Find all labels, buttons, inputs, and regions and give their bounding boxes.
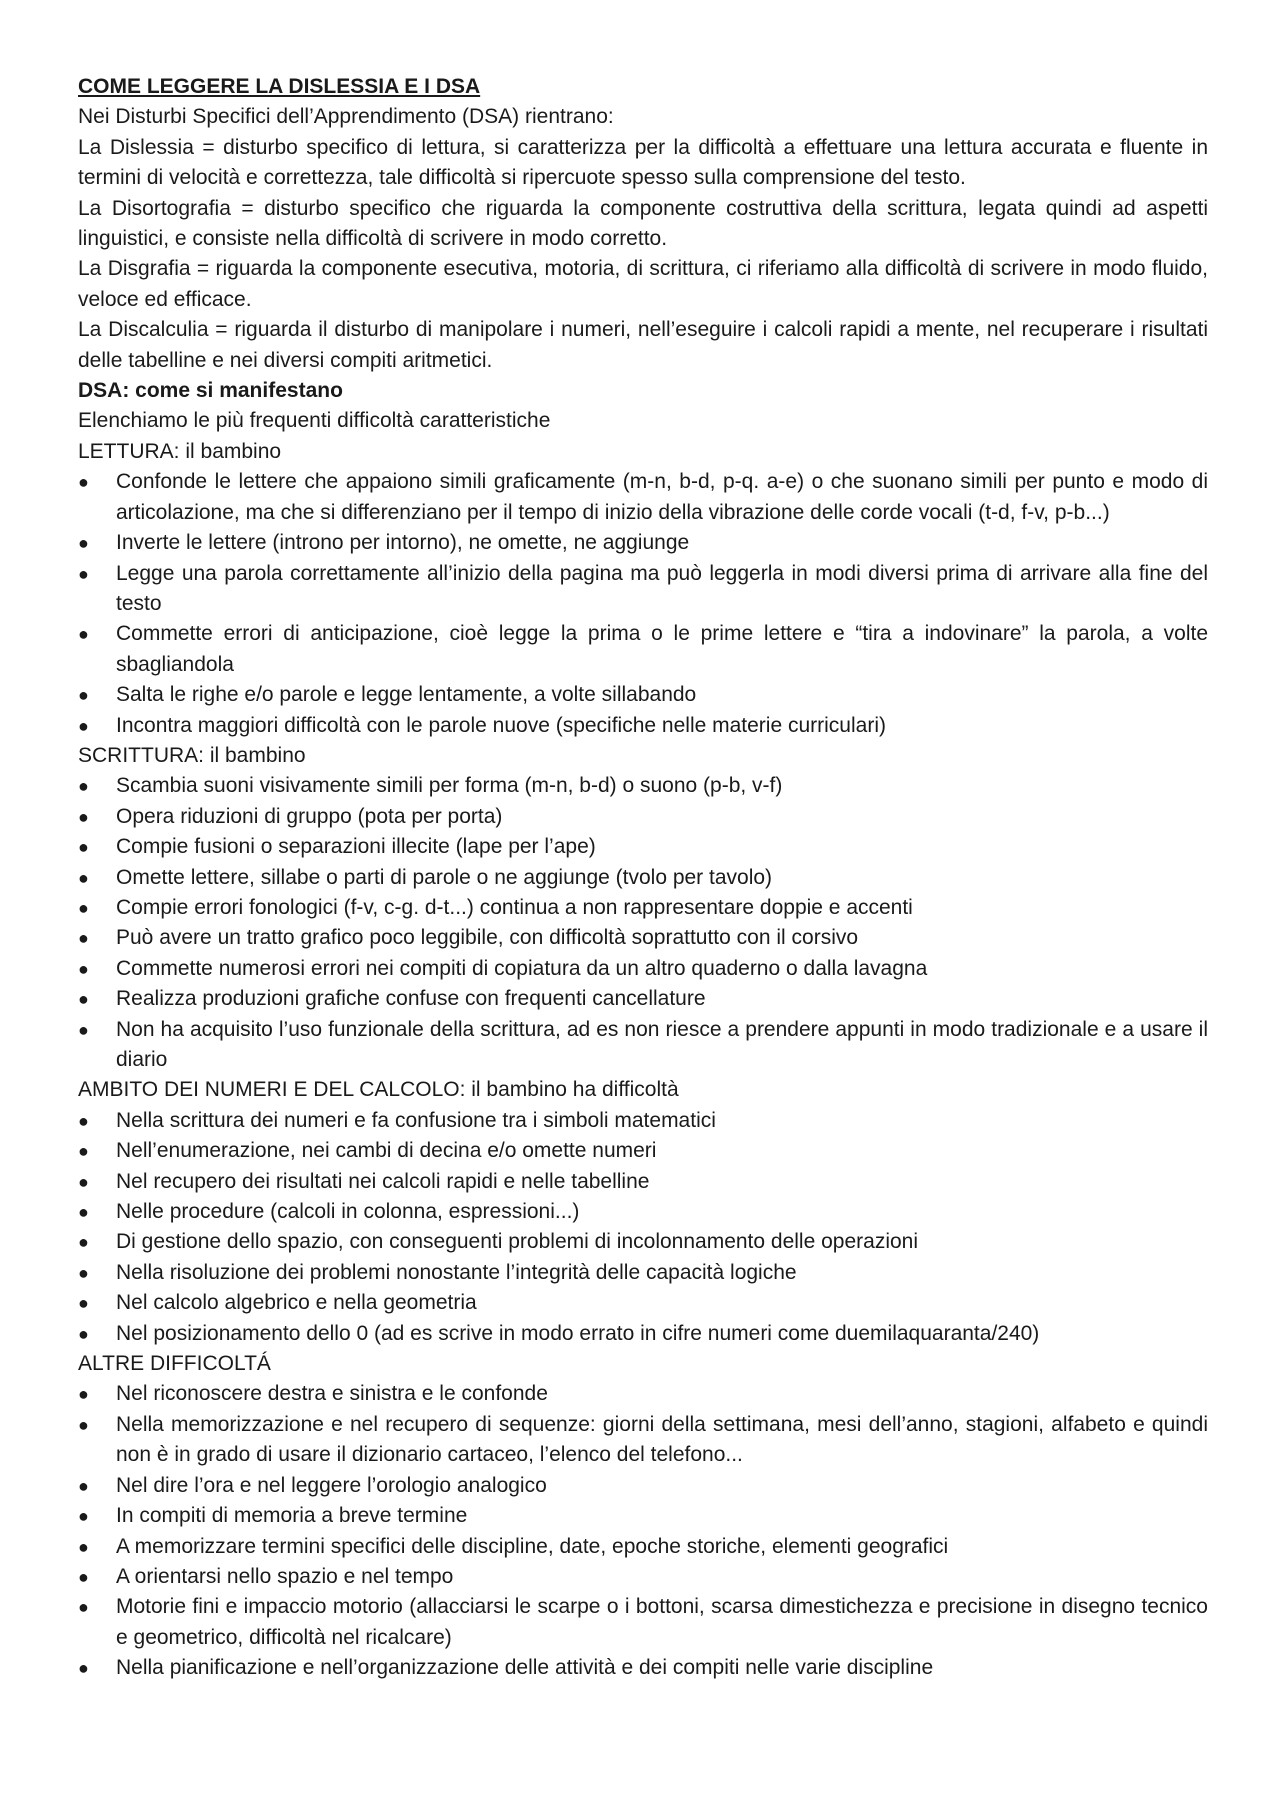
list-item <box>78 711 1208 741</box>
list-item-text: Nella memorizzazione e nel recupero di sequenze: giorni della settimana, mesi dell’anno, stagioni, alfabeto e quindi non è in grado di usare il dizionario cartaceo, l’elenco del telefono... <box>116 1412 1208 1467</box>
bullet-icon: ● <box>78 1566 89 1587</box>
bullet-icon: ● <box>78 1171 89 1192</box>
bullet-icon: ● <box>78 1597 89 1618</box>
list-item <box>78 1015 1208 1076</box>
bullet-icon: ● <box>78 958 89 979</box>
list-item-text: In compiti di memoria a breve termine <box>116 1504 468 1528</box>
list-item-text: Salta le righe e/o parole e legge lentamente, a volte sillabando <box>116 683 697 707</box>
list-item-text: Nelle procedure (calcoli in colonna, espressioni...) <box>116 1200 580 1224</box>
bullet-icon: ● <box>78 1658 89 1679</box>
list-item-text: Omette lettere, sillabe o parti di parole o ne aggiunge (tvolo per tavolo) <box>116 865 773 889</box>
bullet-icon: ● <box>78 1019 89 1040</box>
list-item-text: Scambia suoni visivamente simili per forma (m-n, b-d) o suono (p-b, v-f) <box>116 774 783 798</box>
bullet-icon: ● <box>78 837 89 858</box>
discalculia-definition: La Discalculia = riguarda il disturbo di manipolare i numeri, nell’eseguire i calcoli rapidi a mente, nel recuperare i risultati delle tabelline e nei diversi compiti aritmetici. <box>78 318 1208 372</box>
bullet-list <box>78 467 1208 741</box>
list-item-text: Confonde le lettere che appaiono simili graficamente (m-n, b-d, p-q. a-e) o che suonano simili per punto e modo di articolazione, ma che si differenziano per il tempo di inizio della vibrazione delle corde vocali (t-d, f-v, p-b...) <box>116 470 1208 524</box>
list-item <box>78 1471 1208 1501</box>
bullet-icon: ● <box>78 1141 89 1162</box>
list-item-text: Legge una parola correttamente all’inizio della pagina ma può leggerla in modi diversi prima di arrivare alla fine del testo <box>116 561 1208 615</box>
list-item-text: Nel posizionamento dello 0 (ad es scrive in modo errato in cifre numeri come duemilaquaranta/240) <box>116 1321 1040 1345</box>
list-item-text: Nel recupero dei risultati nei calcoli rapidi e nelle tabelline <box>116 1169 650 1193</box>
bullet-icon: ● <box>78 928 89 949</box>
list-item-text: Di gestione dello spazio, con conseguenti problemi di incolonnamento delle operazioni <box>116 1230 919 1254</box>
list-item-text: Nel calcolo algebrico e nella geometria <box>116 1291 477 1315</box>
bullet-icon: ● <box>78 1384 89 1405</box>
section-label: AMBITO DEI NUMERI E DEL CALCOLO: il bambino ha difficoltà <box>78 1078 679 1102</box>
list-item <box>78 619 1208 680</box>
intro-line: Nei Disturbi Specifici dell’Apprendimento (DSA) rientrano: <box>78 105 614 129</box>
bullet-list <box>78 1379 1208 1683</box>
section-label: SCRITTURA: il bambino <box>78 743 306 767</box>
bullet-icon: ● <box>78 806 89 827</box>
document-title: COME LEGGERE LA DISLESSIA E I DSA <box>78 75 481 98</box>
bullet-icon: ● <box>78 624 89 645</box>
list-item <box>78 1379 1208 1409</box>
list-item <box>78 1532 1208 1562</box>
bullet-icon: ● <box>78 867 89 888</box>
list-item-text: Inverte le lettere (introno per intorno), ne omette, ne aggiunge <box>116 531 690 555</box>
list-item-text: Nel riconoscere destra e sinistra e le confonde <box>116 1382 548 1406</box>
list-item <box>78 1653 1208 1683</box>
bullet-icon: ● <box>78 1202 89 1223</box>
section-lettura <box>78 437 1208 741</box>
section-heading-intro: Elenchiamo le più frequenti difficoltà caratteristiche <box>78 409 551 433</box>
list-item <box>78 832 1208 862</box>
list-item <box>78 1410 1208 1471</box>
disortografia-definition: La Disortografia = disturbo specifico che riguarda la componente costruttiva della scrittura, legata quindi ad aspetti linguistici, e consiste nella difficoltà di scrivere in modo corretto. <box>78 196 1208 251</box>
list-item <box>78 1197 1208 1227</box>
dislessia-definition: La Dislessia = disturbo specifico di lettura, si caratterizza per la difficoltà a effettuare una lettura accurata e fluente in termini di velocità e correttezza, tale difficoltà si ripercuote spesso sulla comprensione del testo. <box>78 135 1208 190</box>
list-item-text: Commette errori di anticipazione, cioè legge la prima o le prime lettere e “tira a indovinare” la parola, a volte sbagliandola <box>116 622 1208 676</box>
bullet-icon: ● <box>78 1323 89 1344</box>
bullet-icon: ● <box>78 1475 89 1496</box>
bullet-icon: ● <box>78 685 89 706</box>
bullet-icon: ● <box>78 989 89 1010</box>
list-item-text: Compie fusioni o separazioni illecite (lape per l’ape) <box>116 835 596 859</box>
list-item-text: Nell’enumerazione, nei cambi di decina e/o omette numeri <box>116 1139 657 1163</box>
bullet-icon: ● <box>78 563 89 584</box>
bullet-icon: ● <box>78 897 89 918</box>
list-item-text: Commette numerosi errori nei compiti di copiatura da un altro quaderno o dalla lavagna <box>116 956 928 980</box>
list-item <box>78 802 1208 832</box>
section-altre-difficolta <box>78 1349 1208 1683</box>
list-item <box>78 984 1208 1014</box>
list-item-text: Incontra maggiori difficoltà con le parole nuove (specifiche nelle materie curriculari) <box>116 713 886 737</box>
section-heading: DSA: come si manifestano <box>78 379 343 403</box>
bullet-icon: ● <box>78 472 89 493</box>
list-item <box>78 1501 1208 1531</box>
list-item <box>78 528 1208 558</box>
section-label: ALTRE DIFFICOLTÁ <box>78 1352 271 1376</box>
list-item <box>78 1592 1208 1653</box>
list-item <box>78 467 1208 528</box>
bullet-icon: ● <box>78 1293 89 1314</box>
intro-block <box>78 102 1208 376</box>
list-item-text: A memorizzare termini specifici delle discipline, date, epoche storiche, elementi geografici <box>116 1534 949 1558</box>
list-item <box>78 680 1208 710</box>
list-item <box>78 893 1208 923</box>
section-numeri-calcolo <box>78 1075 1208 1349</box>
bullet-icon: ● <box>78 776 89 797</box>
list-item <box>78 1167 1208 1197</box>
bullet-icon: ● <box>78 1232 89 1253</box>
sections-container <box>78 437 1208 1684</box>
document-page <box>78 72 1208 1684</box>
list-item-text: Nel dire l’ora e nel leggere l’orologio analogico <box>116 1473 547 1497</box>
list-item-text: Può avere un tratto grafico poco leggibile, con difficoltà soprattutto con il corsivo <box>116 926 859 950</box>
list-item-text: Opera riduzioni di gruppo (pota per porta) <box>116 804 503 828</box>
list-item-text: A orientarsi nello spazio e nel tempo <box>116 1564 454 1588</box>
bullet-icon: ● <box>78 1414 89 1435</box>
list-item <box>78 1288 1208 1318</box>
list-item-text: Nella scrittura dei numeri e fa confusione tra i simboli matematici <box>116 1108 716 1132</box>
list-item <box>78 1227 1208 1257</box>
list-item <box>78 771 1208 801</box>
list-item <box>78 559 1208 620</box>
list-item-text: Motorie fini e impaccio motorio (allacciarsi le scarpe o i bottoni, scarsa dimestichezza e precisione in disegno tecnico e geometrico, difficoltà nel ricalcare) <box>116 1595 1208 1649</box>
bullet-list <box>78 1106 1208 1349</box>
list-item-text: Non ha acquisito l’uso funzionale della scrittura, ad es non riesce a prendere appunti in modo tradizionale e a usare il diario <box>116 1017 1208 1071</box>
section-scrittura <box>78 741 1208 1075</box>
bullet-icon: ● <box>78 1110 89 1131</box>
list-item <box>78 863 1208 893</box>
list-item-text: Compie errori fonologici (f-v, c-g. d-t...) continua a non rappresentare doppie e accenti <box>116 895 913 919</box>
list-item <box>78 1562 1208 1592</box>
list-item-text: Nella risoluzione dei problemi nonostante l’integrità delle capacità logiche <box>116 1260 797 1284</box>
list-item <box>78 1319 1208 1349</box>
section-label: LETTURA: il bambino <box>78 439 282 463</box>
list-item <box>78 923 1208 953</box>
bullet-icon: ● <box>78 1536 89 1557</box>
bullet-list <box>78 771 1208 1075</box>
list-item <box>78 1258 1208 1288</box>
list-item-text: Nella pianificazione e nell’organizzazione delle attività e dei compiti nelle varie discipline <box>116 1656 934 1680</box>
bullet-icon: ● <box>78 1262 89 1283</box>
bullet-icon: ● <box>78 715 89 736</box>
bullet-icon: ● <box>78 533 89 554</box>
list-item <box>78 1136 1208 1166</box>
list-item <box>78 1106 1208 1136</box>
list-item-text: Realizza produzioni grafiche confuse con frequenti cancellature <box>116 987 706 1011</box>
bullet-icon: ● <box>78 1506 89 1527</box>
disgrafia-definition: La Disgrafia = riguarda la componente esecutiva, motoria, di scrittura, ci riferiamo alla difficoltà di scrivere in modo fluido, veloce ed efficace. <box>78 257 1208 311</box>
list-item <box>78 954 1208 984</box>
